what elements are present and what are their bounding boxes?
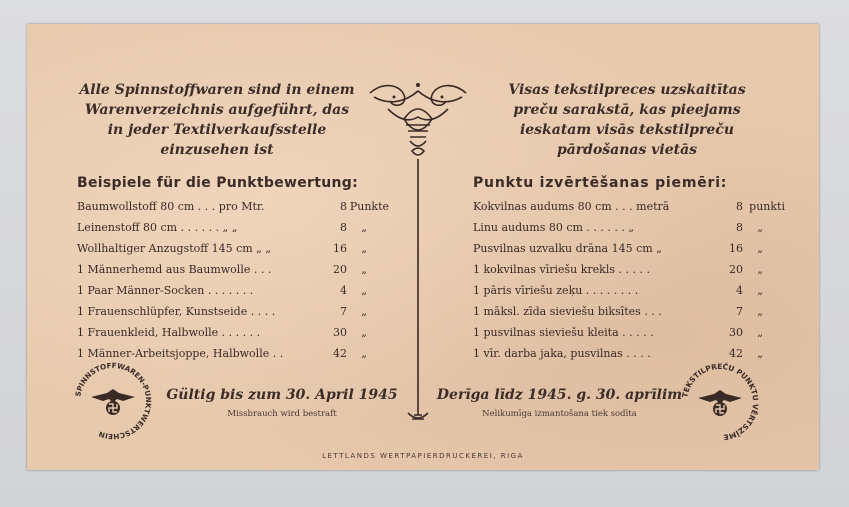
latvian-intro-line: preču sarakstā, kas pieejams [513, 102, 741, 118]
latvian-warning: Nelikumīga izmantošana tiek sodīta [482, 409, 637, 419]
item-name: 1 pusvilnas sieviešu kleita . . . . . [473, 326, 654, 339]
item-points: 42 [729, 347, 743, 360]
item-name: 1 Frauenschlüpfer, Kunstseide . . . . [77, 305, 276, 318]
item-points: 16 [729, 242, 743, 255]
item-unit: „ [757, 263, 763, 276]
list-item [77, 238, 367, 259]
printer-imprint: LETTLANDS WERTPAPIERDRUCKEREI, RIGA [322, 452, 524, 460]
item-points: 30 [333, 326, 347, 339]
list-item [77, 322, 367, 343]
list-item [473, 259, 763, 280]
list-item [77, 259, 367, 280]
list-item [473, 217, 763, 238]
stamp-ring-text: SPINNSTOFFWAREN-PUNKTWERTSCHEIN [73, 360, 154, 442]
latvian-stamp [678, 360, 762, 444]
item-points: 16 [333, 242, 347, 255]
item-name: 1 kokvilnas vīriešu krekls . . . . . [473, 263, 650, 276]
item-name: 1 Männer-Arbeitsjoppe, Halbwolle . . [77, 347, 284, 360]
ornament-divider [364, 79, 472, 424]
item-name: Linu audums 80 cm . . . . . . „ [473, 221, 635, 234]
item-unit: „ [361, 305, 367, 318]
list-item [473, 196, 785, 217]
item-name: 1 Frauenkleid, Halbwolle . . . . . . [77, 326, 261, 339]
latvian-intro-line: Visas tekstilpreces uzskaitītas [508, 82, 746, 98]
item-unit: „ [361, 284, 367, 297]
item-unit: „ [361, 242, 367, 255]
item-points: 20 [333, 263, 347, 276]
german-warning: Missbrauch wird bestraft [227, 409, 337, 419]
german-stamp [71, 359, 155, 443]
item-name: Baumwollstoff 80 cm . . . pro Mtr. [77, 200, 265, 213]
list-item [473, 322, 763, 343]
item-name: Kokvilnas audums 80 cm . . . metrā [473, 200, 670, 213]
german-intro [67, 80, 367, 160]
item-points: 42 [333, 347, 347, 360]
latvian-valid-until: Derīga līdz 1945. g. 30. aprīlim [436, 387, 683, 403]
german-intro-line: in jeder Textilverkaufsstelle [107, 122, 327, 138]
list-item [473, 238, 763, 259]
german-heading: Beispiele für die Punktbewertung: [77, 175, 358, 191]
german-point-list [77, 196, 389, 364]
stamp-ring-text: TEKSTILPREČU PUNKTU VĒRTSZĪME [680, 361, 761, 442]
item-name: Leinenstoff 80 cm . . . . . . „ „ [77, 221, 238, 234]
item-points: 8 [340, 200, 347, 213]
item-unit: „ [757, 347, 763, 360]
item-unit: „ [757, 284, 763, 297]
list-item [77, 217, 367, 238]
item-points: 4 [736, 284, 743, 297]
item-points: 7 [736, 305, 743, 318]
item-points: 30 [729, 326, 743, 339]
latvian-heading: Punktu izvērtēšanas piemēri: [473, 175, 728, 191]
item-unit: „ [757, 242, 763, 255]
item-unit: punkti [749, 200, 785, 213]
item-points: 20 [729, 263, 743, 276]
item-unit: Punkte [349, 200, 389, 213]
german-intro-line: Alle Spinnstoffwaren sind in einem [79, 82, 355, 98]
list-item [77, 196, 389, 217]
list-item [473, 301, 763, 322]
item-name: 1 vīr. darba jaka, pusvilnas . . . . [473, 347, 651, 360]
item-points: 8 [736, 221, 743, 234]
item-unit: „ [757, 305, 763, 318]
item-name: Pusvilnas uzvalku drāna 145 cm „ [473, 242, 662, 255]
item-unit: „ [757, 221, 763, 234]
ration-coupon [27, 24, 819, 470]
latvian-intro [482, 80, 772, 160]
item-unit: „ [361, 347, 367, 360]
item-name: 1 Männerhemd aus Baumwolle . . . [77, 263, 272, 276]
item-unit: „ [361, 221, 367, 234]
german-intro-line: einzusehen ist [160, 142, 274, 158]
item-name: 1 māksl. zīda sieviešu biksītes . . . [473, 305, 662, 318]
item-unit: „ [757, 326, 763, 339]
latvian-point-list [473, 196, 785, 364]
item-points: 7 [340, 305, 347, 318]
item-points: 4 [340, 284, 347, 297]
item-name: Wollhaltiger Anzugstoff 145 cm „ „ [77, 242, 272, 255]
latvian-intro-line: ieskatam visās tekstilpreču [519, 122, 735, 138]
item-unit: „ [361, 326, 367, 339]
list-item [77, 301, 367, 322]
latvian-intro-line: pārdošanas vietās [556, 142, 698, 158]
item-unit: „ [361, 263, 367, 276]
item-points: 8 [340, 221, 347, 234]
item-name: 1 pāris vīriešu zeķu . . . . . . . . [473, 284, 639, 297]
german-valid-until: Gültig bis zum 30. April 1945 [166, 387, 398, 403]
list-item [77, 280, 367, 301]
list-item [473, 280, 763, 301]
item-points: 8 [736, 200, 743, 213]
item-name: 1 Paar Männer-Socken . . . . . . . [77, 284, 254, 297]
german-intro-line: Warenverzeichnis aufgeführt, das [84, 102, 350, 118]
